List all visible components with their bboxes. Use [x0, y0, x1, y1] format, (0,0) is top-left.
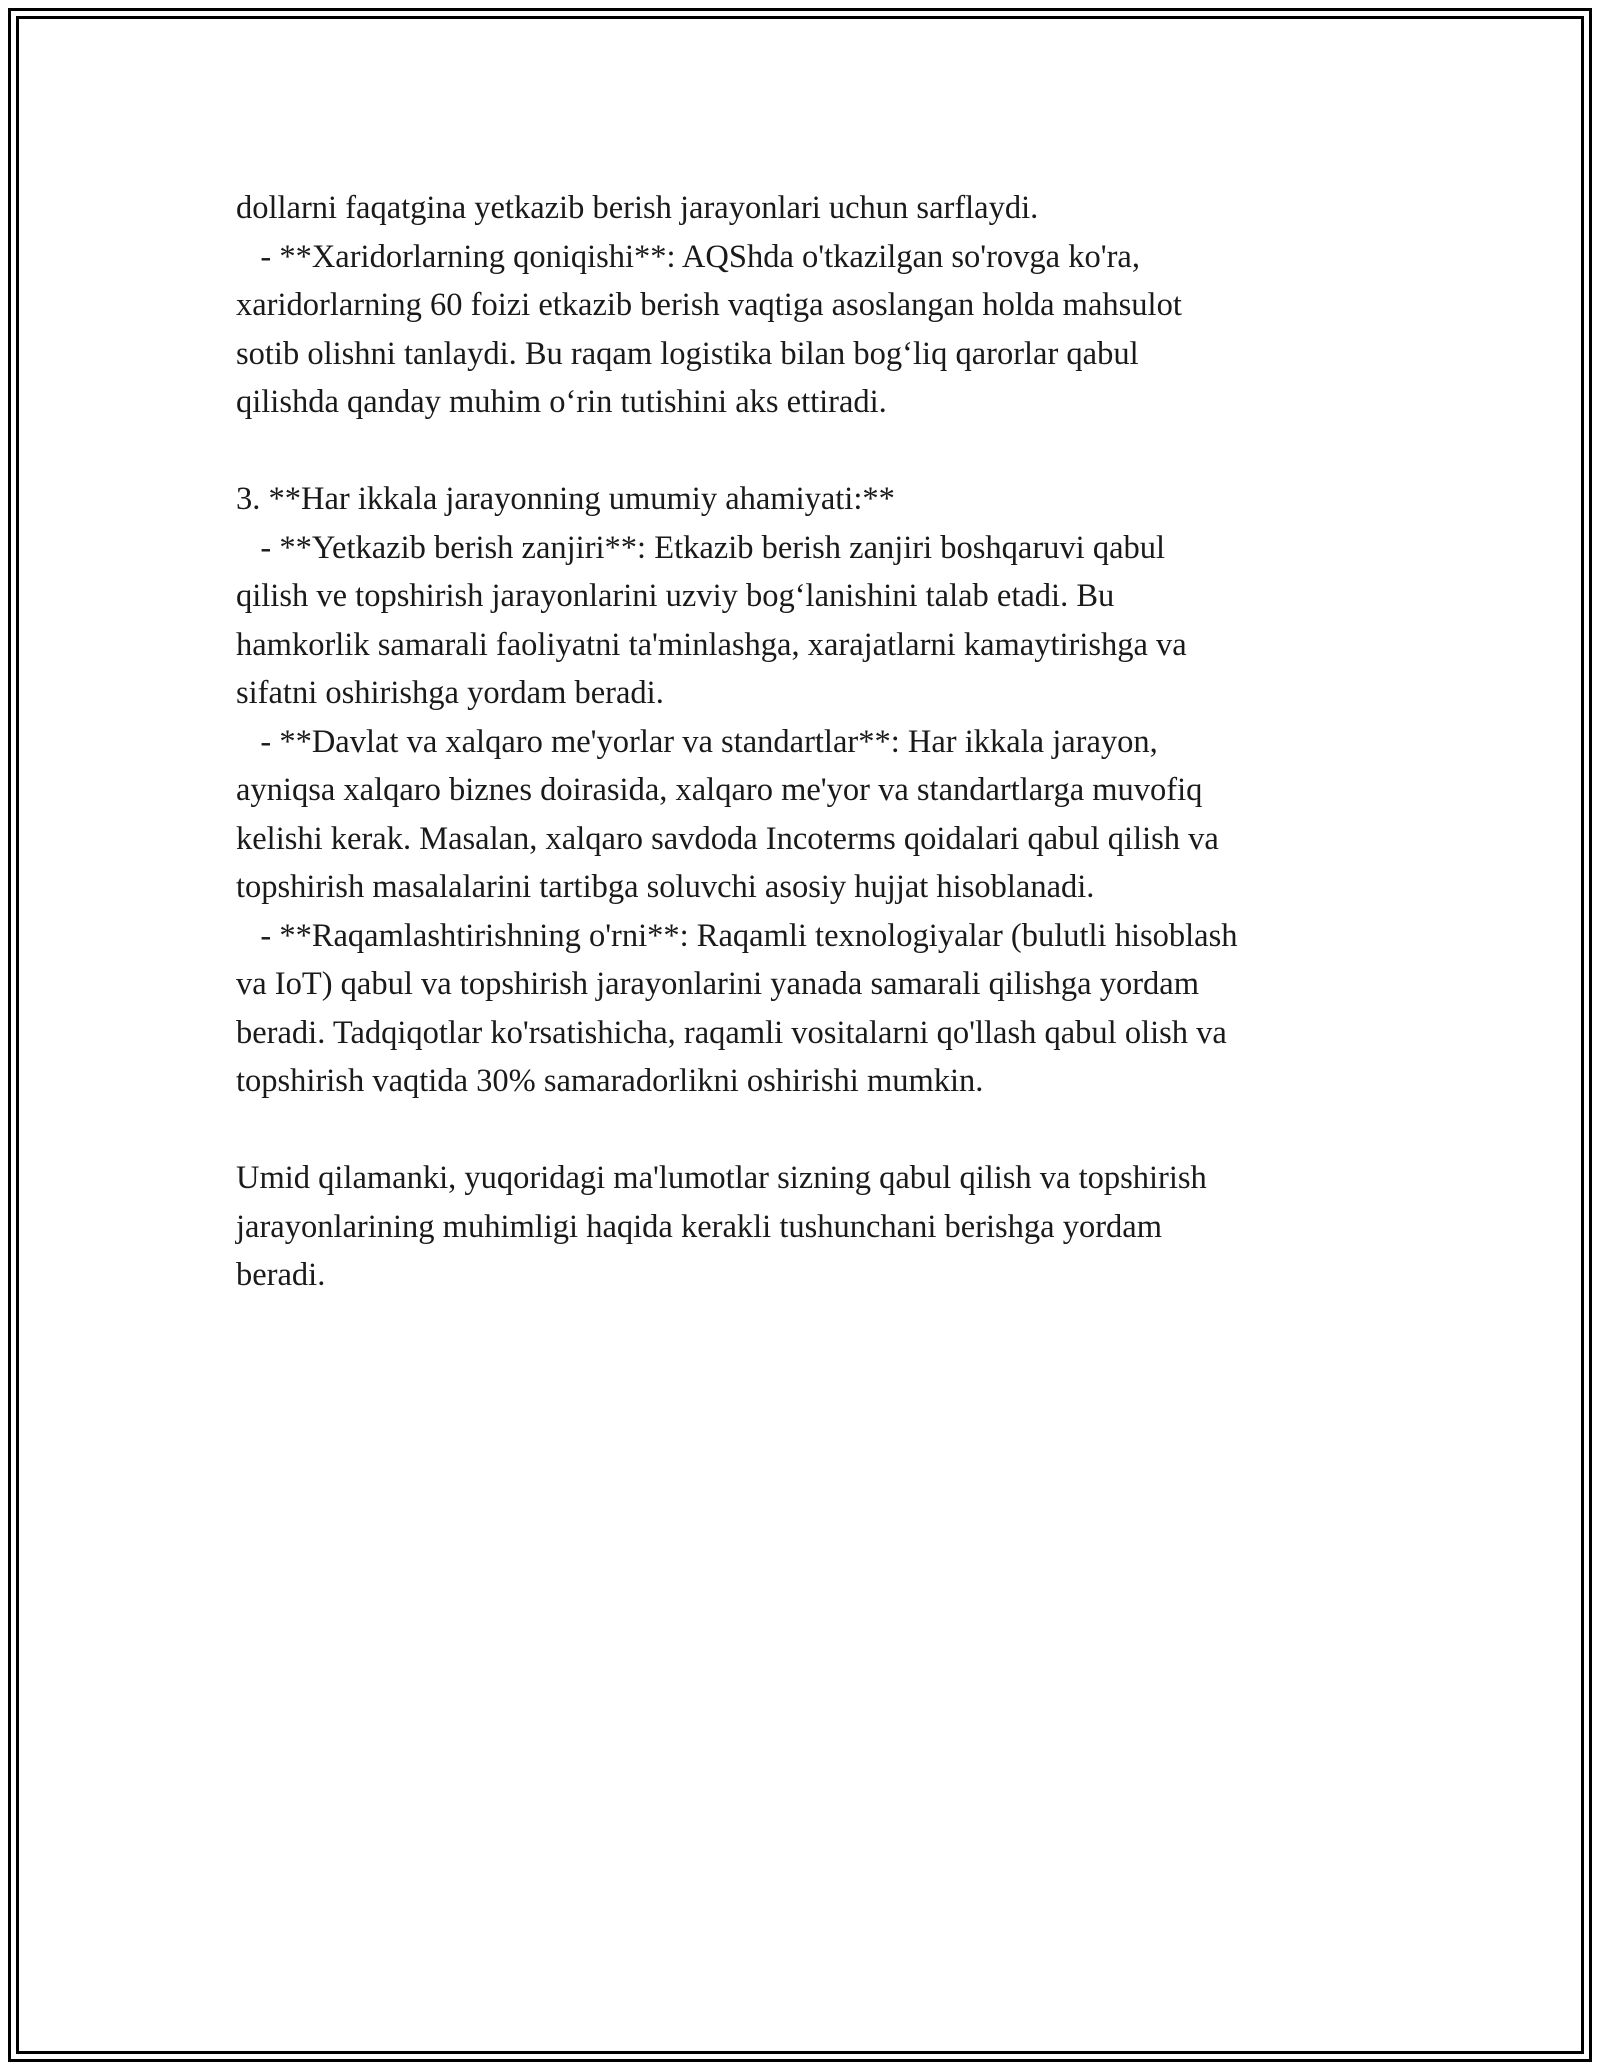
text-line: topshirish masalalarini tartibga soluvchi asosiy hujjat hisoblanadi. [236, 869, 1095, 905]
text-line: ayniqsa xalqaro biznes doirasida, xalqaro me'yor va standartlarga muvofiq [236, 772, 1203, 808]
text-line: dollarni faqatgina yetkazib berish jarayonlari uchun sarflaydi. [236, 190, 1039, 226]
text-line: - **Davlat va xalqaro me'yorlar va standartlar**: Har ikkala jarayon, [236, 723, 1158, 760]
text-line: hamkorlik samarali faoliyatni ta'minlashga, xarajatlarni kamaytirishga va [236, 626, 1187, 663]
text-line: sotib olishni tanlaydi. Bu raqam logistika bilan bog‘liq qarorlar qabul [236, 335, 1139, 372]
section-heading: 3. **Har ikkala jarayonning umumiy ahamiyati:** [236, 481, 895, 517]
blank-line [236, 1106, 1396, 1155]
text-line: - **Yetkazib berish zanjiri**: Etkazib berish zanjiri boshqaruvi qabul [236, 529, 1166, 566]
document-body [236, 184, 1396, 1300]
text-line: jarayonlarining muhimligi haqida kerakli tushunchani berishga yordam [236, 1208, 1163, 1245]
text-line: - **Raqamlashtirishning o'rni**: Raqamli texnologiyalar (bulutli hisoblash [236, 917, 1238, 954]
text-line: Umid qilamanki, yuqoridagi ma'lumotlar sizning qabul qilish va topshirish [236, 1160, 1207, 1196]
text-line: - **Xaridorlarning qoniqishi**: AQShda o'tkazilgan so'rovga ko'ra, [236, 238, 1140, 275]
text-line: qilish ve topshirish jarayonlarini uzviy bog‘lanishini talab etadi. Bu [236, 578, 1115, 614]
text-line: va IoT) qabul va topshirish jarayonlarini yanada samarali qilishga yordam [236, 966, 1199, 1002]
text-line: beradi. [236, 1257, 326, 1293]
text-line: kelishi kerak. Masalan, xalqaro savdoda Incoterms qoidalari qabul qilish va [236, 820, 1219, 857]
text-line: xaridorlarning 60 foizi etkazib berish vaqtiga asoslangan holda mahsulot [236, 287, 1182, 323]
text-line: beradi. Tadqiqotlar ko'rsatishicha, raqamli vositalarni qo'llash qabul olish va [236, 1014, 1227, 1051]
blank-line [236, 427, 1396, 476]
text-line: qilishda qanday muhim o‘rin tutishini aks ettiradi. [236, 384, 887, 420]
text-line: topshirish vaqtida 30% samaradorlikni oshirishi mumkin. [236, 1063, 984, 1099]
text-line: sifatni oshirishga yordam beradi. [236, 675, 664, 711]
